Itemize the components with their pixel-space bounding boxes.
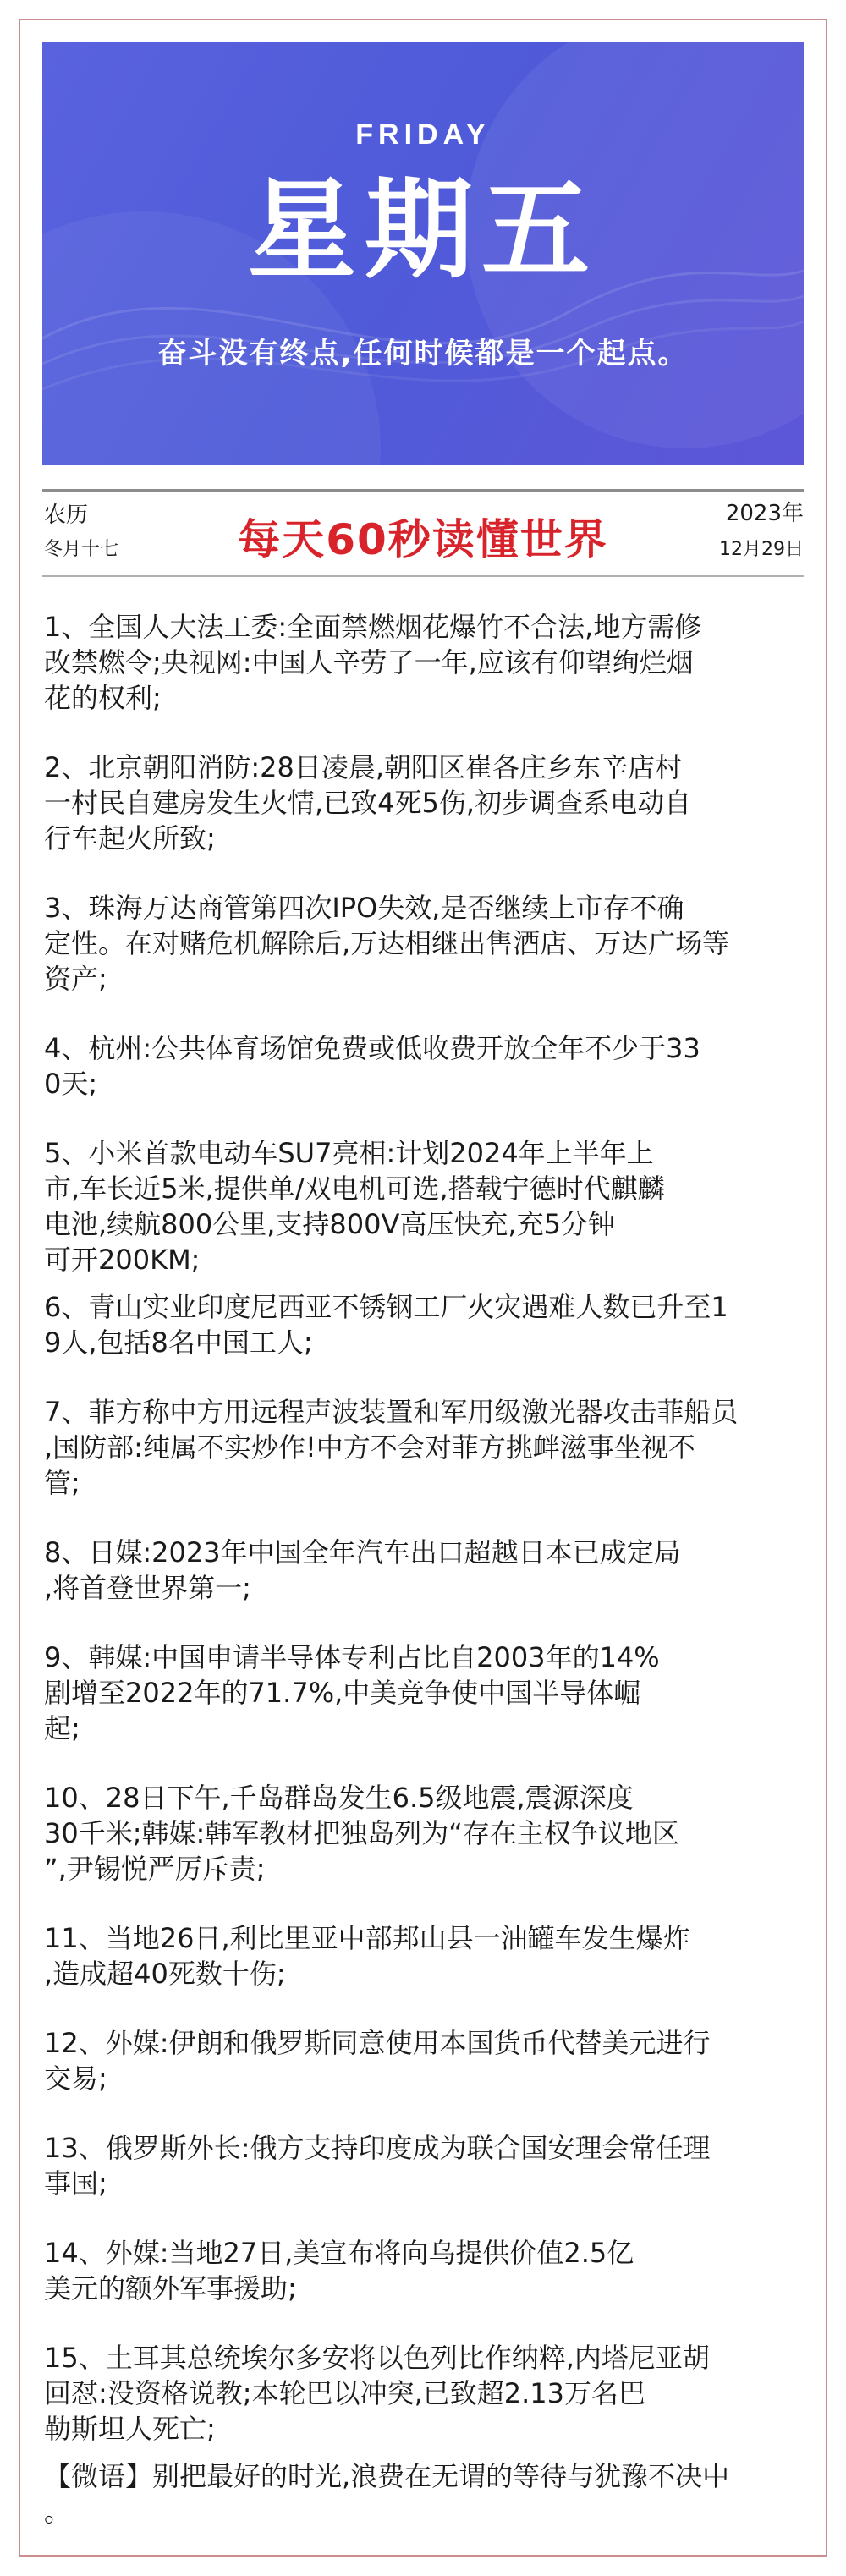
news-item: 14、外媒:当地27日,美宣布将向乌提供价值2.5亿 美元的额外军事援助; bbox=[44, 2237, 634, 2304]
weekday-chinese: 星期五 bbox=[247, 168, 598, 294]
news-item: 12、外媒:伊朗和俄罗斯同意使用本国货币代替美元进行 交易; bbox=[44, 2027, 711, 2095]
motto: 奋斗没有终点,任何时候都是一个起点。 bbox=[157, 337, 689, 371]
date: 12月29日 bbox=[719, 539, 804, 560]
news-item: 9、韩媒:中国申请半导体专利占比自2003年的14% 剧增至2022年的71.7%,中美竞争使中国半导体崛 起; bbox=[44, 1641, 660, 1744]
news-item: 11、当地26日,利比里亚中部邦山县一油罐车发生爆炸 ,造成超40死数十伤; bbox=[44, 1922, 690, 1990]
news-item: 2、北京朝阳消防:28日凌晨,朝阳区崔各庄乡东辛店村 一村民自建房发生火情,已致4死5伤,初步调查系电动自 行车起火所致; bbox=[44, 751, 692, 854]
header-banner bbox=[42, 42, 804, 465]
news-item: 6、青山实业印度尼西亚不锈钢工厂火灾遇难人数已升至1 9人,包括8名中国工人; bbox=[44, 1291, 728, 1359]
daily-quote: 【微语】别把最好的时光,浪费在无谓的等待与犹豫不决中 。 bbox=[44, 2460, 730, 2528]
lunar-label: 农历 bbox=[44, 503, 89, 528]
divider-top bbox=[42, 489, 804, 492]
lunar-date: 冬月十七 bbox=[44, 539, 119, 560]
news-item: 13、俄罗斯外长:俄方支持印度成为联合国安理会常任理 事国; bbox=[44, 2132, 711, 2200]
news-item: 10、28日下午,千岛群岛发生6.5级地震,震源深度 30千米;韩媒:韩军教材把独岛列为“存在主权争议地区 ”,尹锡悦严厉斥责; bbox=[44, 1782, 679, 1885]
news-list bbox=[44, 609, 822, 2529]
news-item: 1、全国人大法工委:全面禁燃烟花爆竹不合法,地方需修 改禁燃令;央视网:中国人辛劳了一年,应该有仰望绚烂烟 花的权利; bbox=[44, 611, 702, 714]
news-item: 8、日媒:2023年中国全年汽车出口超越日本已成定局 ,将首登世界第一; bbox=[44, 1536, 681, 1604]
weekday-english: FRIDAY bbox=[355, 118, 491, 151]
year: 2023年 bbox=[725, 501, 804, 526]
news-item: 3、珠海万达商管第四次IPO失效,是否继续上市存不确 定性。在对赌危机解除后,万达相继出售酒店、万达广场等 资产; bbox=[44, 892, 730, 995]
news-item: 4、杭州:公共体育场馆免费或低收费开放全年不少于33 0天; bbox=[44, 1032, 700, 1100]
news-item: 5、小米首款电动车SU7亮相:计划2024年上半年上 市,车长近5米,提供单/双电机可选,搭载宁德时代麒麟 电池,续航800公里,支持800V高压快充,充5分钟 可开200KM; bbox=[44, 1137, 665, 1276]
news-item: 7、菲方称中方用远程声波装置和军用级激光器攻击菲船员 ,国防部:纯属不实炒作!中方不会对菲方挑衅滋事坐视不 管; bbox=[44, 1396, 739, 1499]
page-title: 每天60秒读懂世界 bbox=[238, 515, 608, 564]
news-item: 15、土耳其总统埃尔多安将以色列比作纳粹,内塔尼亚胡 回怼:没资格说教;本轮巴以冲突,已致超2.13万名巴 勒斯坦人死亡; bbox=[44, 2342, 710, 2445]
divider-bottom bbox=[42, 575, 804, 577]
